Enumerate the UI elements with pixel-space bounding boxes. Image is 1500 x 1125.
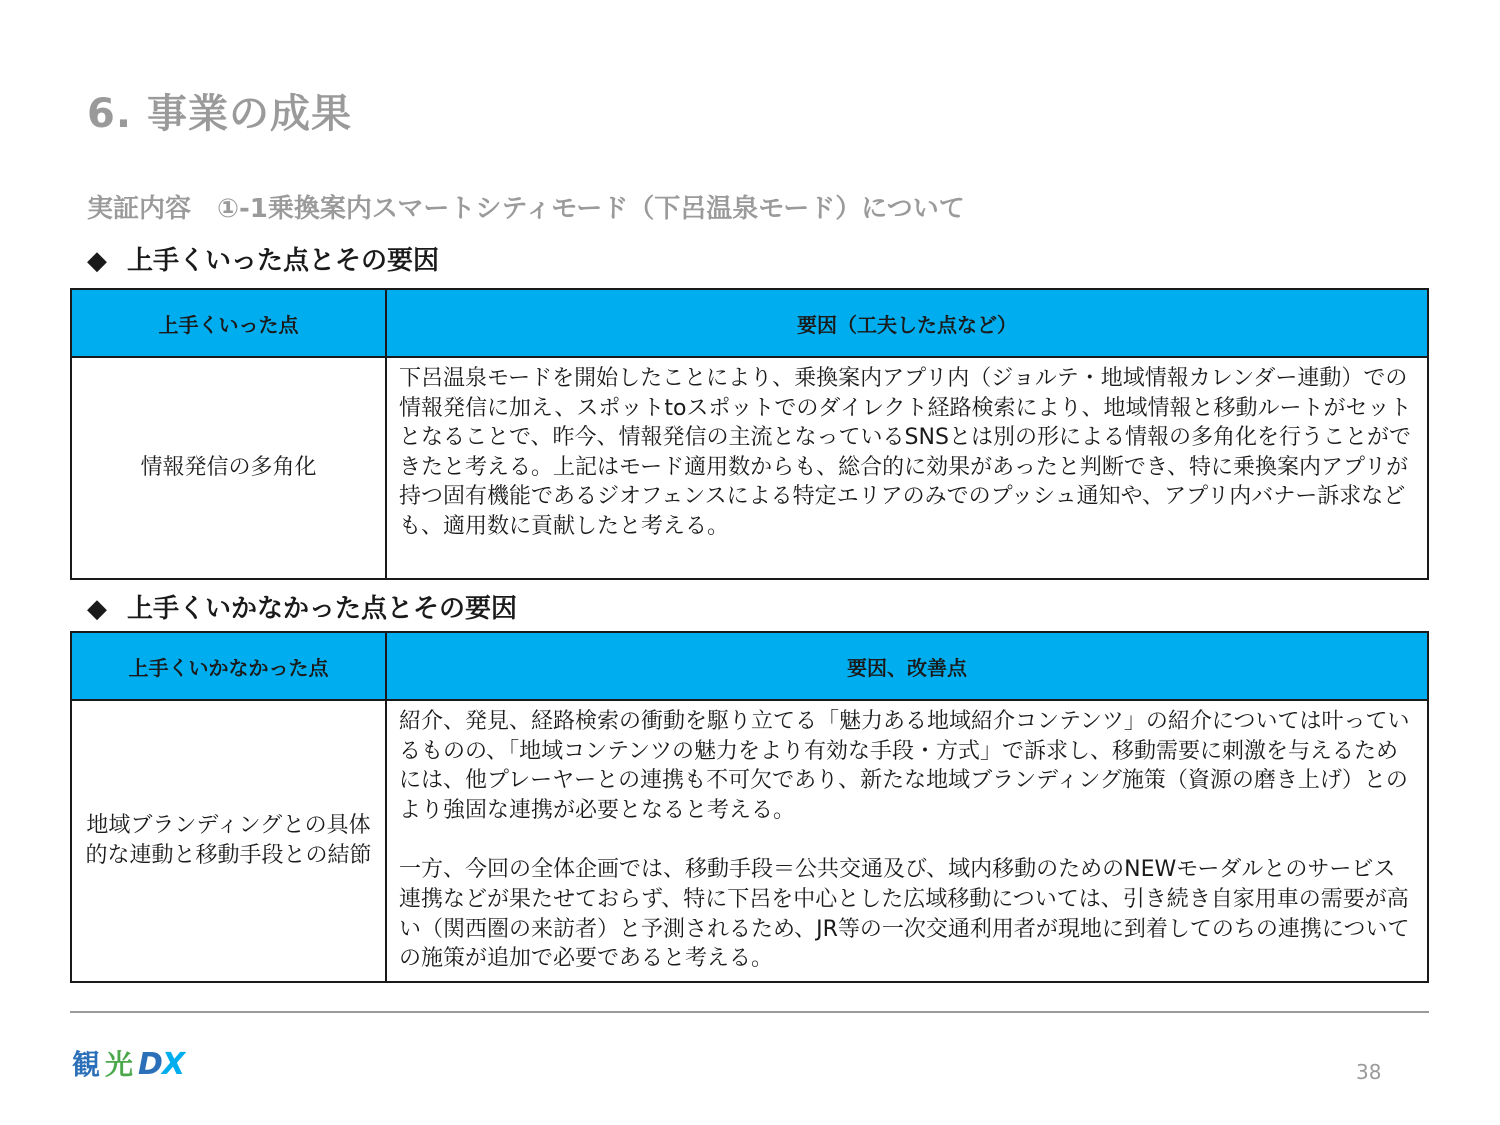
column-header: 要因（工夫した点など） bbox=[386, 289, 1428, 357]
column-header: 上手くいった点 bbox=[71, 289, 386, 357]
success-table bbox=[70, 288, 1429, 580]
footer-divider bbox=[70, 1011, 1429, 1013]
section-heading-text: 上手くいった点とその要因 bbox=[127, 246, 440, 276]
svg-text:観: 観 bbox=[72, 1048, 101, 1081]
row-text: 下呂温泉モードを開始したことにより、乗換案内アプリ内（ジョルテ・地域情報カレンダー連動）での情報発信に加え、スポットtoスポットでのダイレクト経路検索により、地域情報と移動ルートがセットとなることで、昨今、情報発信の主流となっているSNSとは別の形による情報の多角化を行うことができたと考える。上記はモード適用数からも、総合的に効果があったと判断でき、特に乗換案内アプリが持つ固有機能であるジオフェンスによる特定エリアのみでのプッシュ通知や、アプリ内バナー訴求なども、適用数に貢献したと考える。 bbox=[386, 357, 1428, 579]
svg-text:光: 光 bbox=[105, 1048, 134, 1081]
diamond-bullet-icon: ◆ bbox=[87, 594, 107, 624]
column-header: 要因、改善点 bbox=[386, 632, 1428, 700]
section-heading-success bbox=[87, 240, 439, 277]
column-header: 上手くいかなかった点 bbox=[71, 632, 386, 700]
row-label: 情報発信の多角化 bbox=[71, 357, 386, 579]
failure-table bbox=[70, 631, 1429, 983]
table-header-row bbox=[71, 289, 1428, 357]
table-header-row bbox=[71, 632, 1428, 700]
page-number: 38 bbox=[1356, 1060, 1382, 1084]
table-row bbox=[71, 700, 1428, 982]
row-text-paragraph: 一方、今回の全体企画では、移動手段＝公共交通及び、域内移動のためのNEWモーダルとのサービス連携などが果たせておらず、特に下呂を中心とした広域移動については、引き続き自家用車の需要が高い（関西圏の来訪者）と予測されるため、JR等の一次交通利用者が現地に到着してのちの連携についての施策が追加で必要であると考える。 bbox=[399, 857, 1410, 972]
svg-text:D: D bbox=[138, 1047, 163, 1082]
row-label: 地域ブランディングとの具体的な連動と移動手段との結節 bbox=[71, 700, 386, 982]
row-text-paragraph: 紹介、発見、経路検索の衝動を駆り立てる「魅力ある地域紹介コンテンツ」の紹介については叶っているものの、「地域コンテンツの魅力をより有効な手段・方式」で訴求し、移動需要に刺激を与えるためには、他プレーヤーとの連携も不可欠であり、新たな地域ブランディング施策（資源の磨き上げ）とのより強固な連携が必要となると考える。 bbox=[399, 709, 1410, 823]
page-subtitle: 実証内容 ①-1乗換案内スマートシティモード（下呂温泉モード）について bbox=[87, 194, 965, 224]
section-heading-failure bbox=[87, 588, 517, 625]
kanko-dx-logo bbox=[72, 1042, 196, 1084]
section-heading-text: 上手くいかなかった点とその要因 bbox=[127, 594, 518, 624]
svg-text:X: X bbox=[162, 1047, 186, 1082]
diamond-bullet-icon: ◆ bbox=[87, 246, 107, 276]
row-text bbox=[386, 700, 1428, 982]
page-title: 6. 事業の成果 bbox=[87, 91, 352, 137]
table-row bbox=[71, 357, 1428, 579]
